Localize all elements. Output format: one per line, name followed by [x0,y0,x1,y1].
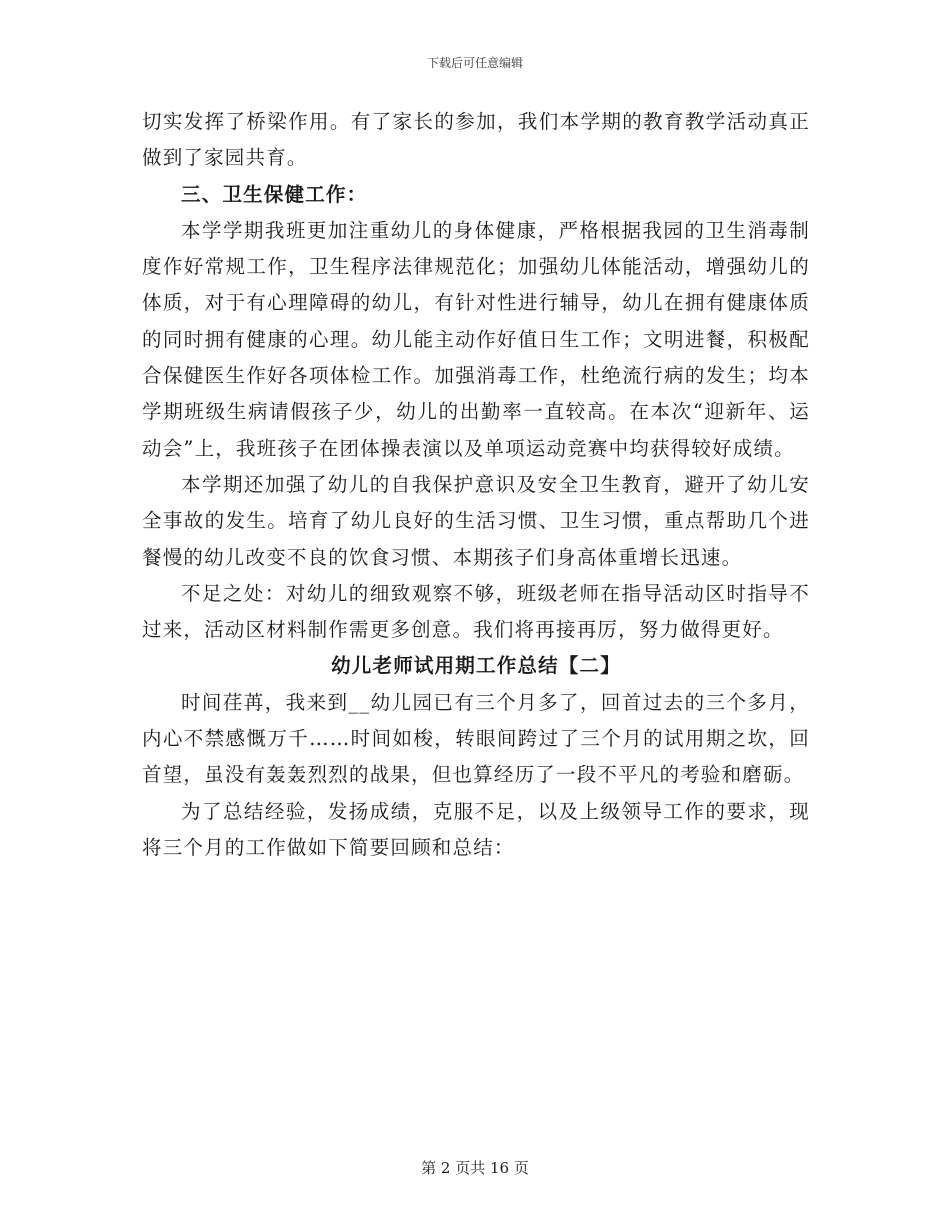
paragraph-safety-education: 本学期还加强了幼儿的自我保护意识及安全卫生教育，避开了幼儿安全事故的发生。培育了幼儿良好的生活习惯、卫生习惯，重点帮助几个进餐慢的幼儿改变不良的饮食习惯、本期孩子们身高体重增长迅速。 [142,472,810,569]
section-title-part-two: 幼儿老师试用期工作总结【二】 [331,654,621,678]
paragraph-hygiene-work: 本学学期我班更加注重幼儿的身体健康，严格根据我园的卫生消毒制度作好常规工作，卫生程序法律规范化；加强幼儿体能活动，增强幼儿的体质，对于有心理障碍的幼儿，有针对性进行辅导，幼儿在拥有健康体质的同时拥有健康的心理。幼儿能主动作好值日生工作；文明进餐，积极配合保健医生作好各项体检工作。加强消毒工作，杜绝流行病的发生；均本学期班级生病请假孩子少，幼儿的出勤率一直较高。在本次“迎新年、运动会”上，我班孩子在团体操表演以及单项运动竞赛中均获得较好成绩。 [142,218,810,460]
paragraph-shortcomings: 不足之处：对幼儿的细致观察不够，班级老师在指导活动区时指导不过来，活动区材料制作需更多创意。我们将再接再厉，努力做得更好。 [142,581,810,642]
paragraph-continuation: 切实发挥了桥梁作用。有了家长的参加，我们本学期的教育教学活动真正做到了家园共育。 [142,110,810,170]
section-heading-hygiene: 三、卫生保健工作： [181,182,368,206]
page-footer-number: 第 2 页共 16 页 [421,1159,529,1177]
paragraph-summary-intro: 为了总结经验，发扬成绩，克服不足，以及上级领导工作的要求，现将三个月的工作做如下简要回顾和总结： [142,799,810,859]
paragraph-reflection: 时间荏苒，我来到__幼儿园已有三个月多了，回首过去的三个多月，内心不禁感慨万千……时间如梭，转眼间跨过了三个月的试用期之坎，回首望，虽没有轰轰烈烈的战果，但也算经历了一段不平凡的考验和磨砺。 [142,690,810,787]
page-header-note: 下载后可任意编辑 [426,56,523,70]
document-body [142,104,810,866]
